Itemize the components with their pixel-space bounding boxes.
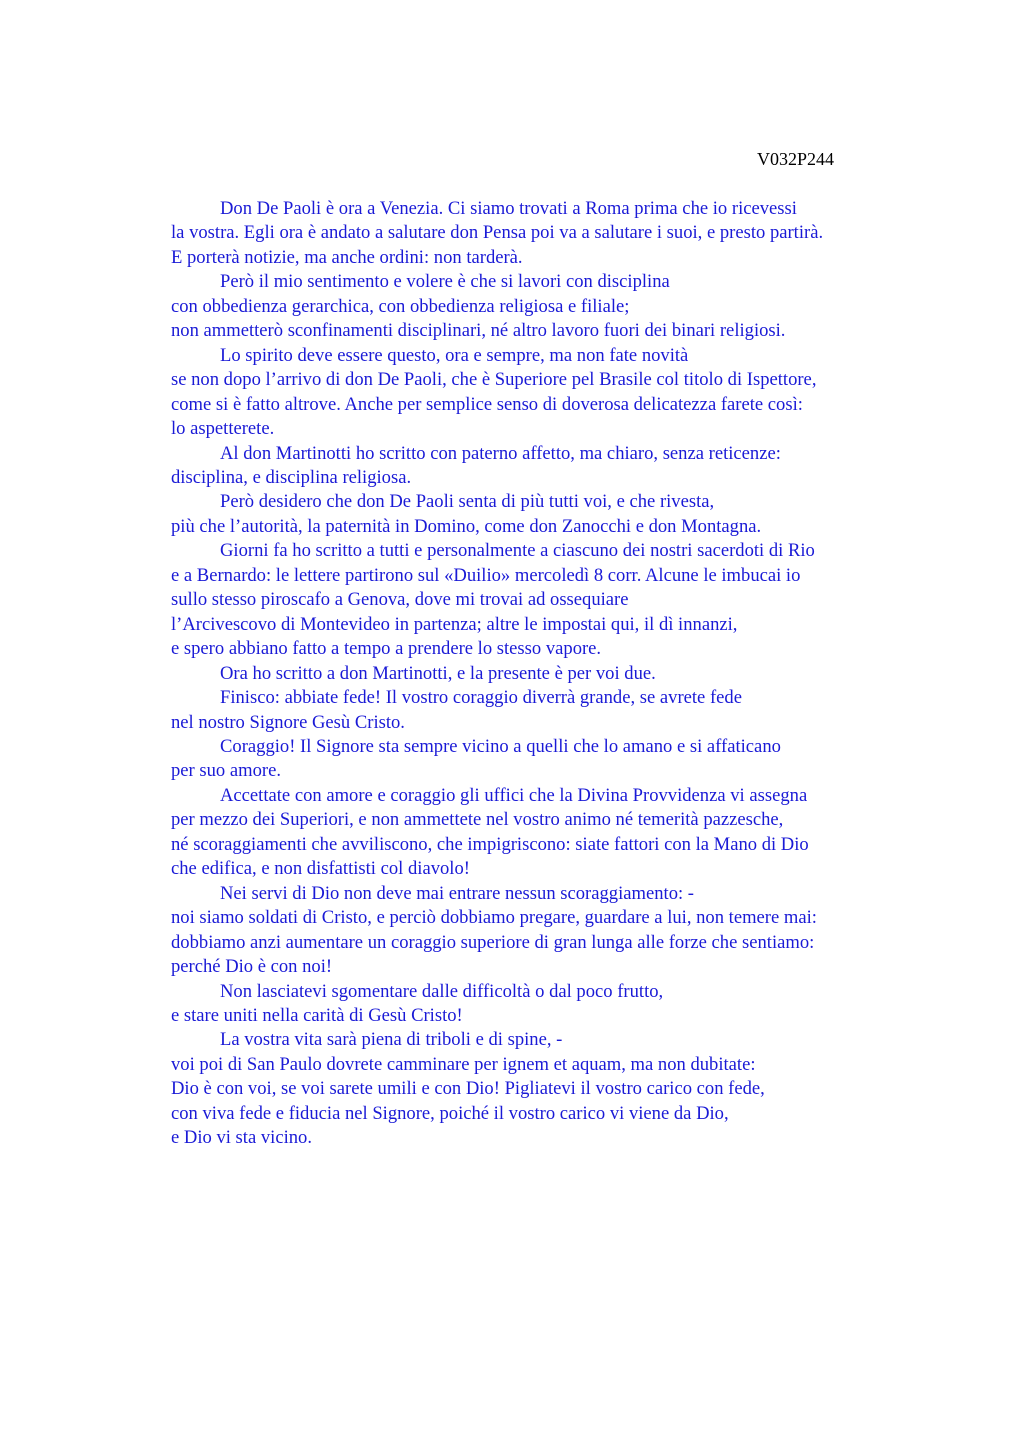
paragraph [171,539,931,661]
text-line: Al don Martinotti ho scritto con paterno affetto, ma chiaro, senza reticenze: [220,442,781,464]
paragraph [171,344,931,442]
text-line: Però il mio sentimento e volere è che si lavori con disciplina [220,271,670,293]
text-line: Giorni fa ho scritto a tutti e personalmente a ciascuno dei nostri sacerdoti di Rio [220,540,815,562]
text-line: e spero abbiano fatto a tempo a prendere lo stesso vapore. [171,638,602,660]
text-line: più che l’autorità, la paternità in Domino, come don Zanocchi e don Montagna. [171,515,762,537]
text-line: non ammetterò sconfinamenti disciplinari, né altro lavoro fuori dei binari religiosi. [171,320,786,342]
text-line: come si è fatto altrove. Anche per semplice senso di doverosa delicatezza farete così: [171,393,803,415]
text-line: Nei servi di Dio non deve mai entrare nessun scoraggiamento: - [220,882,694,904]
paragraph [171,662,931,686]
page-id: V032P244 [757,149,835,169]
paragraph [171,1028,931,1150]
text-line: Coraggio! Il Signore sta sempre vicino a quelli che lo amano e si affaticano [220,735,781,757]
text-line: con obbedienza gerarchica, con obbedienza religiosa e filiale; [171,295,630,317]
text-line: disciplina, e disciplina religiosa. [171,466,412,488]
letter-body [171,197,931,1151]
text-line: con viva fede e fiducia nel Signore, poiché il vostro carico vi viene da Dio, [171,1102,729,1124]
text-line: Però desidero che don De Paoli senta di più tutti voi, e che rivesta, [220,491,715,513]
text-line: perché Dio è con noi! [171,956,333,978]
paragraph [171,735,931,784]
text-line: la vostra. Egli ora è andato a salutare don Pensa poi va a salutare i suoi, e presto partirà. [171,222,824,244]
paragraph [171,270,931,343]
text-line: sullo stesso piroscafo a Genova, dove mi trovai ad ossequiare [171,589,629,611]
text-line: Non lasciatevi sgomentare dalle difficoltà o dal poco frutto, [220,980,664,1002]
text-line: Don De Paoli è ora a Venezia. Ci siamo trovati a Roma prima che io ricevessi [220,198,797,219]
paragraph [171,784,931,882]
text-line: Dio è con voi, se voi sarete umili e con Dio! Pigliatevi il vostro carico con fede, [171,1078,765,1100]
text-line: lo aspetterete. [171,418,275,440]
paragraph [171,980,931,1029]
text-line: Ora ho scritto a don Martinotti, e la presente è per voi due. [220,662,656,684]
text-line: noi siamo soldati di Cristo, e perciò dobbiamo pregare, guardare a lui, non temere mai: [171,907,817,929]
text-line: né scoraggiamenti che avviliscono, che impigriscono: siate fattori con la Mano di Dio [171,833,809,855]
text-line: E porterà notizie, ma anche ordini: non tarderà. [171,246,523,268]
text-line: e a Bernardo: le lettere partirono sul «Duilio» mercoledì 8 corr. Alcune le imbucai io [171,564,801,586]
text-line: per mezzo dei Superiori, e non ammettete nel vostro animo né temerità pazzesche, [171,809,784,831]
text-line: La vostra vita sarà piena di triboli e di spine, - [220,1029,563,1051]
text-line: voi poi di San Paulo dovrete camminare per ignem et aquam, ma non dubitate: [171,1053,756,1075]
text-line: Lo spirito deve essere questo, ora e sempre, ma non fate novità [220,344,689,366]
text-line: Finisco: abbiate fede! Il vostro coraggio diverrà grande, se avrete fede [220,687,742,709]
paragraph [171,490,931,539]
text-line: nel nostro Signore Gesù Cristo. [171,711,405,733]
text-line: dobbiamo anzi aumentare un coraggio superiore di gran lunga alle forze che sentiamo: [171,931,815,953]
text-line: e Dio vi sta vicino. [171,1127,312,1149]
paragraph [171,442,931,491]
text-line: se non dopo l’arrivo di don De Paoli, che è Superiore pel Brasile col titolo di Ispettore, [171,369,817,391]
text-line: per suo amore. [171,760,281,782]
paragraph [171,197,931,270]
paragraph [171,686,931,735]
text-line: Accettate con amore e coraggio gli uffici che la Divina Provvidenza vi assegna [220,784,808,806]
text-line: che edifica, e non disfattisti col diavolo! [171,858,470,880]
text-line: e stare uniti nella carità di Gesù Cristo! [171,1004,463,1026]
paragraph [171,882,931,980]
text-line: l’Arcivescovo di Montevideo in partenza; altre le impostai qui, il dì innanzi, [171,613,738,635]
